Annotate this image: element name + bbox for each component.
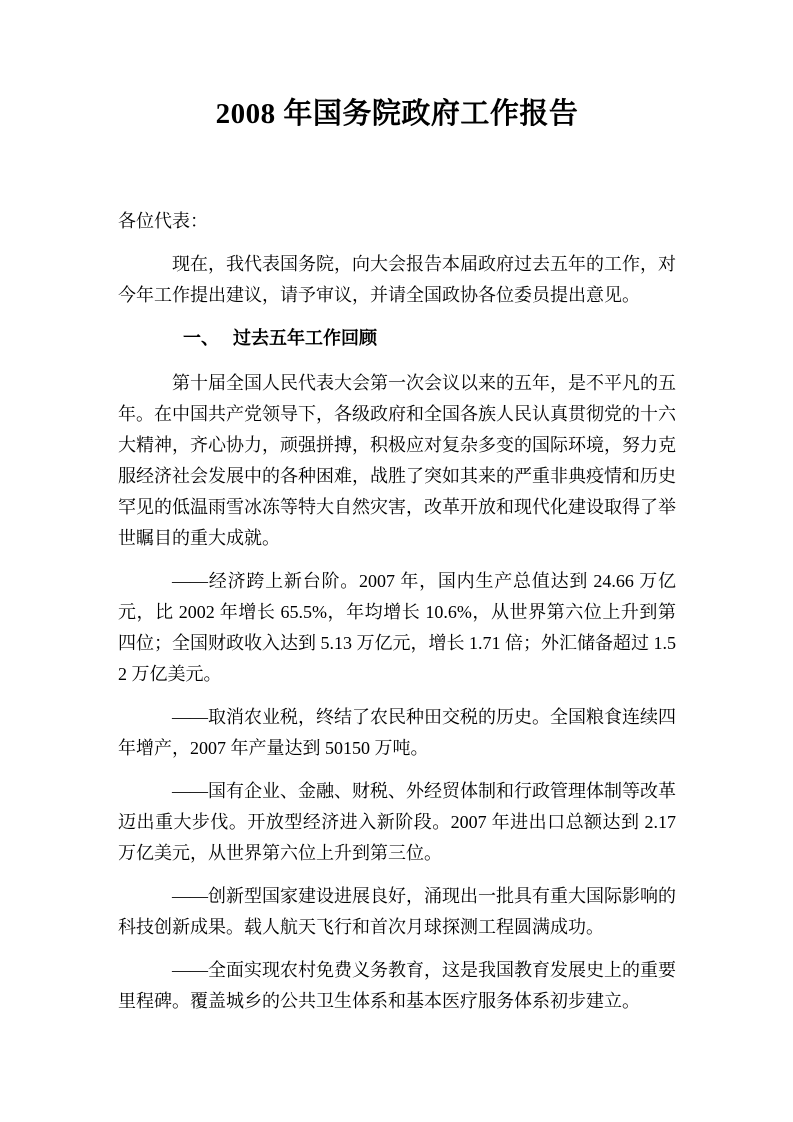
section-heading xyxy=(118,323,676,354)
intro-paragraph: 现在，我代表国务院，向大会报告本届政府过去五年的工作，对今年工作提出建议，请予审议，并请全国政协各位委员提出意见。 xyxy=(118,254,676,305)
salutation: 各位代表： xyxy=(118,211,208,231)
paragraph: ——国有企业、金融、财税、外经贸体制和行政管理体制等改革迈出重大步伐。开放型经济进入新阶段。2007 年进出口总额达到 2.17 万亿美元，从世界第六位上升到第三位。 xyxy=(118,781,676,863)
paragraph: 第十届全国人民代表大会第一次会议以来的五年，是不平凡的五年。在中国共产党领导下，各级政府和全国各族人民认真贯彻党的十六大精神，齐心协力，顽强拼搏，积极应对复杂多变的国际环境，努力克服经济社会发展中的各种困难，战胜了突如其来的严重非典疫情和历史罕见的低温雨雪冰冻等特大自然灾害，改革开放和现代化建设取得了举世瞩目的重大成就。 xyxy=(118,373,676,548)
section-number: 一、 xyxy=(183,328,219,348)
paragraph: ——创新型国家建设进展良好，涌现出一批具有重大国际影响的科技创新成果。载人航天飞行和首次月球探测工程圆满成功。 xyxy=(118,886,676,937)
section-title: 过去五年工作回顾 xyxy=(233,328,377,348)
paragraph: ——取消农业税，终结了农民种田交税的历史。全国粮食连续四年增产，2007 年产量达到 50150 万吨。 xyxy=(118,707,676,758)
document-title: 2008 年国务院政府工作报告 xyxy=(215,98,579,130)
paragraph: ——全面实现农村免费义务教育，这是我国教育发展史上的重要里程碑。覆盖城乡的公共卫生体系和基本医疗服务体系初步建立。 xyxy=(118,960,676,1011)
paragraph: ——经济跨上新台阶。2007 年，国内生产总值达到 24.66 万亿元，比 2002 年增长 65.5%，年均增长 10.6%，从世界第六位上升到第四位；全国财政收入达到 5.13 万亿元，增长 1.71 倍；外汇储备超过 1.52 万亿美元。 xyxy=(118,571,676,684)
